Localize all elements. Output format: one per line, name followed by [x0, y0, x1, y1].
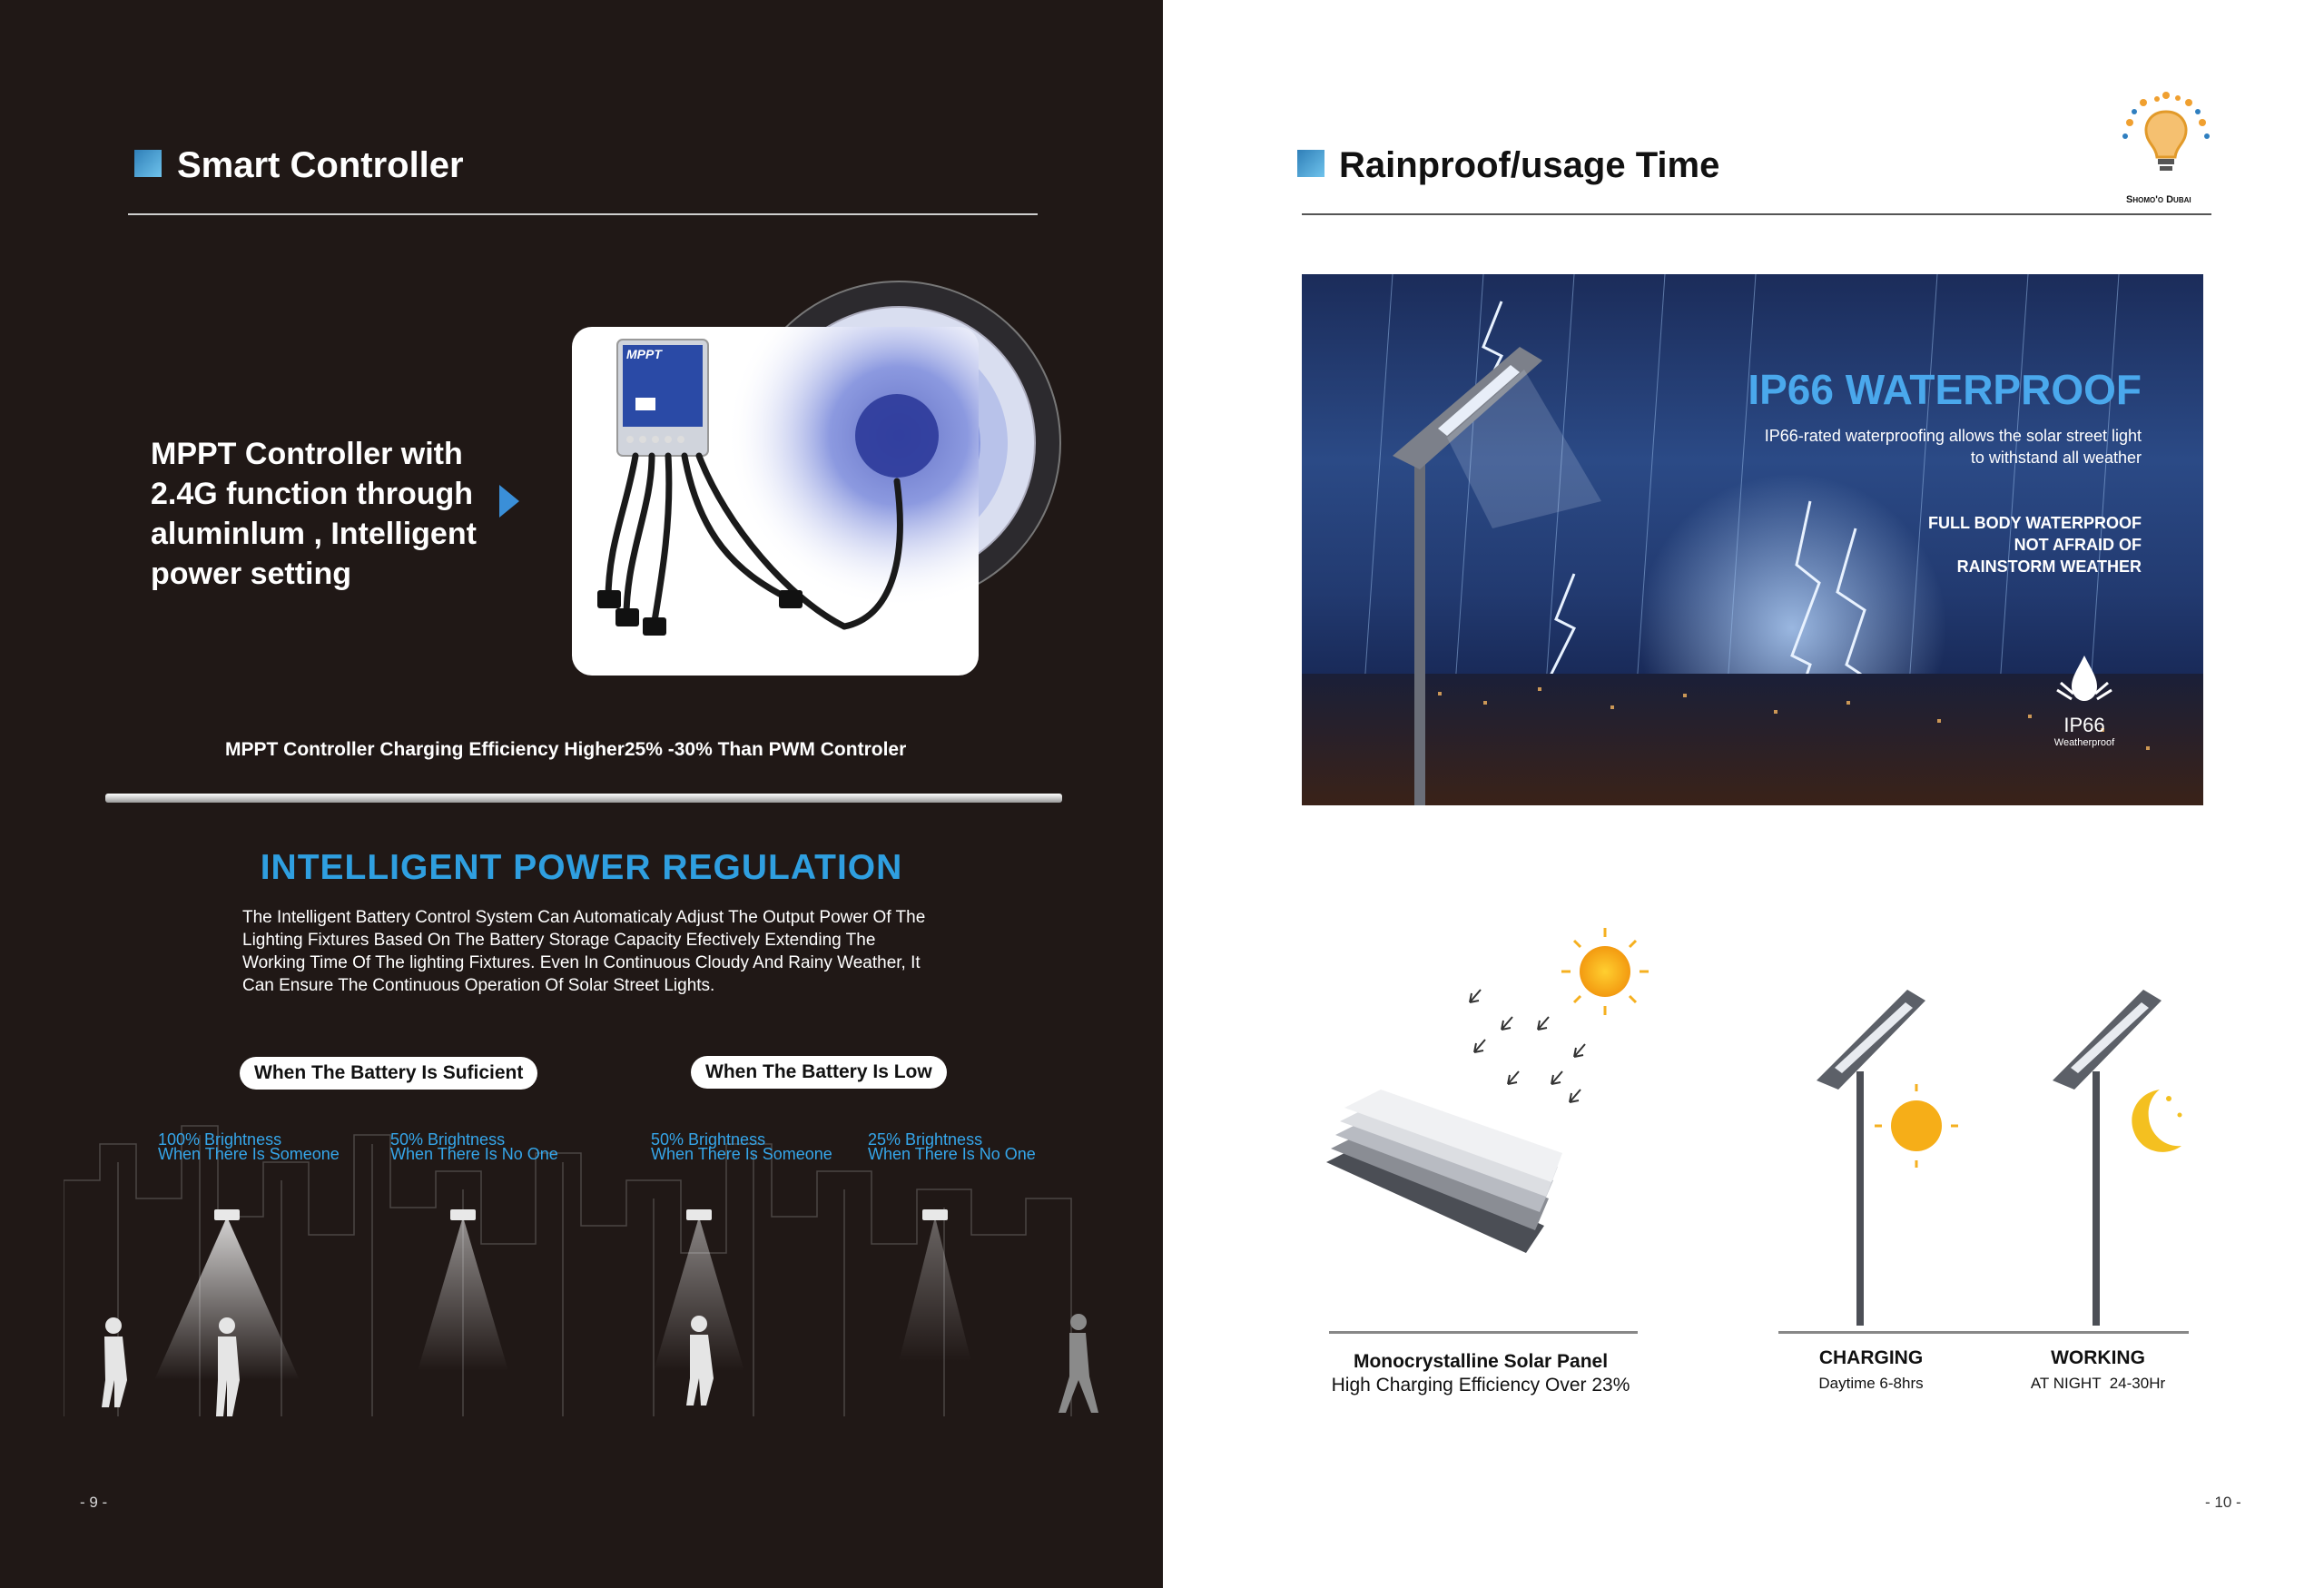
charging-streetlight [1798, 981, 1998, 1326]
page-number-right: - 10 - [2205, 1494, 2241, 1511]
section-divider-bar [105, 794, 1062, 803]
lightbulb-logo-icon [2116, 86, 2216, 186]
rainproof-heading: Rainproof/usage Time [1339, 145, 1720, 185]
controller-label: MPPT [626, 347, 662, 361]
efficiency-note: MPPT Controller Charging Efficiency Higher25% -30% Than PWM Controler [225, 739, 907, 760]
heading-square-icon [1297, 150, 1324, 177]
mppt-controller-image [572, 327, 979, 676]
solar-panel-caption: Monocrystalline Solar Panel High Charging Efficiency Over 23% [1331, 1351, 1630, 1396]
power-regulation-title: INTELLIGENT POWER REGULATION [260, 848, 903, 887]
ip66-badge-sub: Weatherproof [2053, 737, 2115, 748]
lights-divider [1778, 1331, 2189, 1334]
brightness-label-4: 25% Brightness When There Is No One [868, 1130, 1036, 1163]
smart-controller-heading: Smart Controller [177, 145, 464, 185]
charging-caption: CHARGING Daytime 6-8hrs [1818, 1347, 1924, 1392]
brightness-label-3: 50% Brightness When There Is Someone [651, 1130, 832, 1163]
solar-panel-illustration [1308, 926, 1653, 1271]
brightness-label-2: 50% Brightness When There Is No One [390, 1130, 558, 1163]
ip66-waterproof-banner [1302, 274, 2203, 805]
moon-icon [2132, 1090, 2181, 1152]
mppt-description: MPPT Controller with 2.4G function through aluminlum , Intelligent power setting [151, 437, 477, 591]
heading-divider [1302, 213, 2211, 215]
working-caption: WORKING AT NIGHT 24-30Hr [2030, 1347, 2166, 1392]
water-drop-icon [2052, 654, 2117, 712]
ip66-badge: IP66 [2063, 714, 2105, 736]
logo-text: Shomo'o Dubai [2126, 194, 2191, 205]
mode-battery-sufficient: When The Battery Is Suficient [240, 1057, 537, 1090]
play-arrow-icon [497, 483, 521, 519]
controller-product-card [572, 327, 979, 676]
right-page [1163, 0, 2324, 1588]
ip66-title: IP66 WATERPROOF [1748, 366, 2142, 413]
brightness-label-1: 100% Brightness When There Is Someone [158, 1130, 340, 1163]
heading-square-icon [134, 150, 162, 177]
panel-divider [1329, 1331, 1638, 1334]
sun-icon [1561, 928, 1649, 1015]
page-number-left: - 9 - [80, 1494, 108, 1511]
sun-rays-arrows [1470, 990, 1585, 1102]
power-regulation-body: The Intelligent Battery Control System Can Automaticaly Adjust The Output Power Of The Lighting Fixtures Based On The Battery Storage Capacity Efectively Extending The Working Time Of The lighting Fixtures. Even In Continuous Cloudy And Rainy Weather, It Can Ensure The Continuous Operation Of Solar Street Lights. [242, 908, 926, 995]
working-streetlight [2034, 981, 2234, 1326]
waterproof-features: FULL BODY WATERPROOF NOT AFRAID OF RAINSTORM WEATHER [1927, 514, 2142, 576]
mode-battery-low: When The Battery Is Low [691, 1056, 947, 1089]
heading-divider [128, 213, 1038, 215]
ip66-subtitle: IP66-rated waterproofing allows the solar street light to withstand all weather [1764, 427, 2142, 467]
sun-icon [1875, 1084, 1958, 1168]
